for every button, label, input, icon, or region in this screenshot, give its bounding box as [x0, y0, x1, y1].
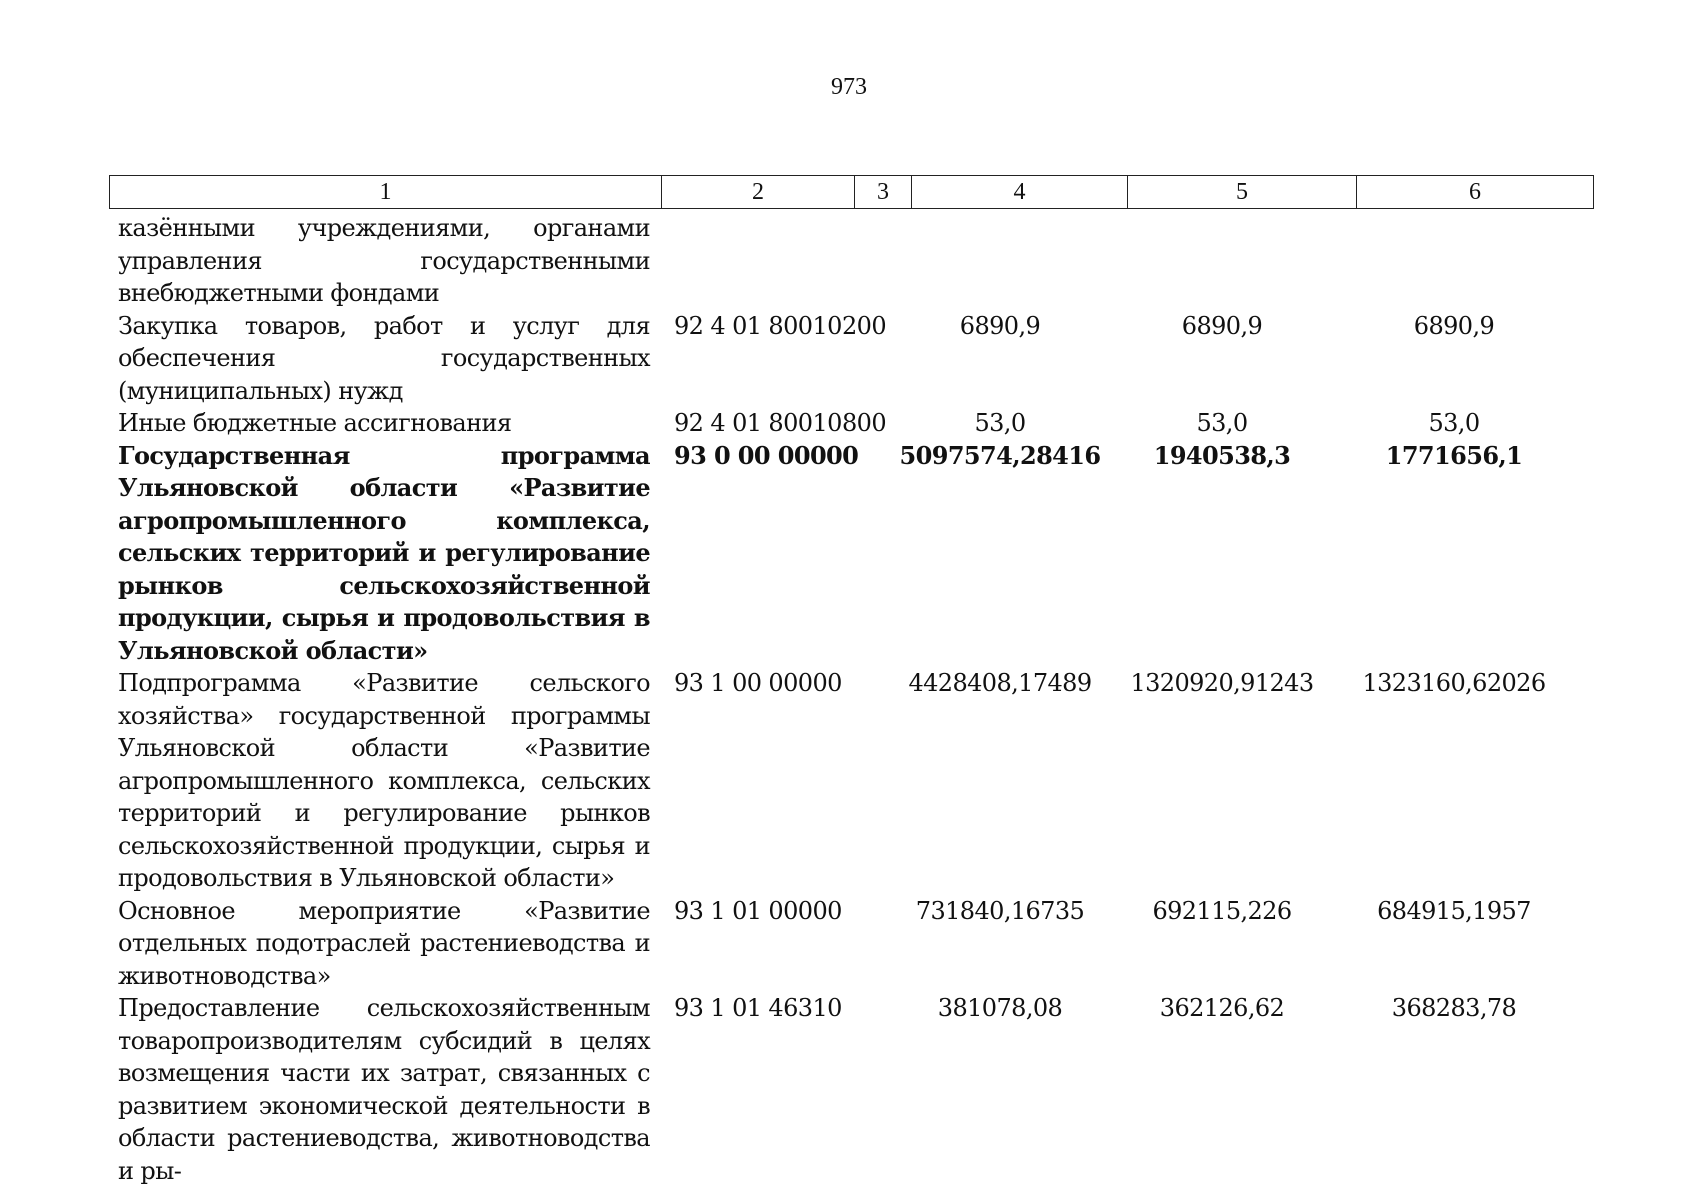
row-value-6: 6890,9	[1413, 311, 1495, 340]
header-col-6: 6	[1357, 176, 1594, 209]
row-value-6: 1323160,62026	[1362, 669, 1546, 697]
row-value-4: 4428408,17489	[908, 669, 1092, 697]
row-value-5: 6890,9	[1181, 311, 1263, 340]
row-value-6: 368283,78	[1391, 994, 1517, 1022]
table-body	[118, 212, 1598, 1187]
table-header	[109, 175, 1594, 209]
row-name: Закупка товаров, работ и услуг для обеспечения государственных (муниципальных) нужд	[118, 311, 650, 405]
row-code: 92 4 01 80010	[674, 311, 842, 340]
table-row	[118, 212, 1598, 310]
row-type: 200	[841, 311, 886, 340]
row-code: 93 1 00 00000	[674, 669, 842, 697]
row-code: 93 1 01 46310	[674, 994, 842, 1022]
page-number: 973	[831, 74, 867, 100]
table-row	[118, 667, 1598, 895]
header-col-4: 4	[912, 176, 1128, 209]
table-row	[118, 310, 1598, 408]
table-row	[118, 895, 1598, 993]
row-name: казёнными учреждениями, органами управления государственными внебюджетными фондами	[118, 214, 650, 307]
row-name: Основное мероприятие «Развитие отдельных подотраслей растениеводства и животноводства»	[118, 896, 650, 990]
header-col-2: 2	[662, 176, 855, 209]
row-name: Предоставление сельскохозяйственным товаропроизводителям субсидий в целях возмещения части их затрат, связанных с развитием экономической деятельности в области растениеводства, животноводства и ры-	[118, 994, 650, 1185]
row-value-4: 6890,9	[959, 311, 1041, 340]
table-row-program	[118, 440, 1598, 668]
header-col-5: 5	[1128, 176, 1357, 209]
row-value-6: 684915,1957	[1377, 896, 1531, 925]
row-value-4: 53,0	[974, 409, 1026, 437]
row-value-4: 731840,16735	[915, 896, 1085, 925]
row-name: Иные бюджетные ассигнования	[118, 409, 512, 437]
row-value-5: 1320920,91243	[1130, 669, 1314, 697]
row-value-6: 1771656,1	[1385, 440, 1523, 470]
row-code: 93 1 01 00000	[674, 896, 842, 925]
row-value-5: 53,0	[1196, 409, 1248, 437]
table-row	[118, 992, 1598, 1187]
row-code: 92 4 01 80010	[674, 409, 842, 437]
header-col-3: 3	[855, 176, 912, 209]
row-value-5: 1940538,3	[1153, 440, 1291, 470]
table-row	[118, 407, 1598, 440]
row-name: Государственная программа Ульяновской области «Развитие агропромышленного комплекса, сельских территорий и регулирование рынков сельскохозяйственной продукции, сырья и продовольствия в Ульяновской области»	[118, 440, 650, 665]
row-type: 800	[841, 409, 886, 437]
row-code: 93 0 00 00000	[674, 440, 859, 470]
header-col-1: 1	[110, 176, 662, 209]
row-name: Подпрограмма «Развитие сельского хозяйства» государственной программы Ульяновской области «Развитие агропромышленного комплекса, сельских территорий и регулирование рынков сельскохозяйственной продукции, сырья и продовольствия в Ульяновской области»	[118, 669, 650, 892]
row-value-4: 5097574,28416	[899, 440, 1101, 470]
row-value-5: 692115,226	[1152, 896, 1292, 925]
row-value-6: 53,0	[1428, 409, 1480, 437]
row-value-4: 381078,08	[937, 994, 1063, 1022]
row-value-5: 362126,62	[1159, 994, 1285, 1022]
